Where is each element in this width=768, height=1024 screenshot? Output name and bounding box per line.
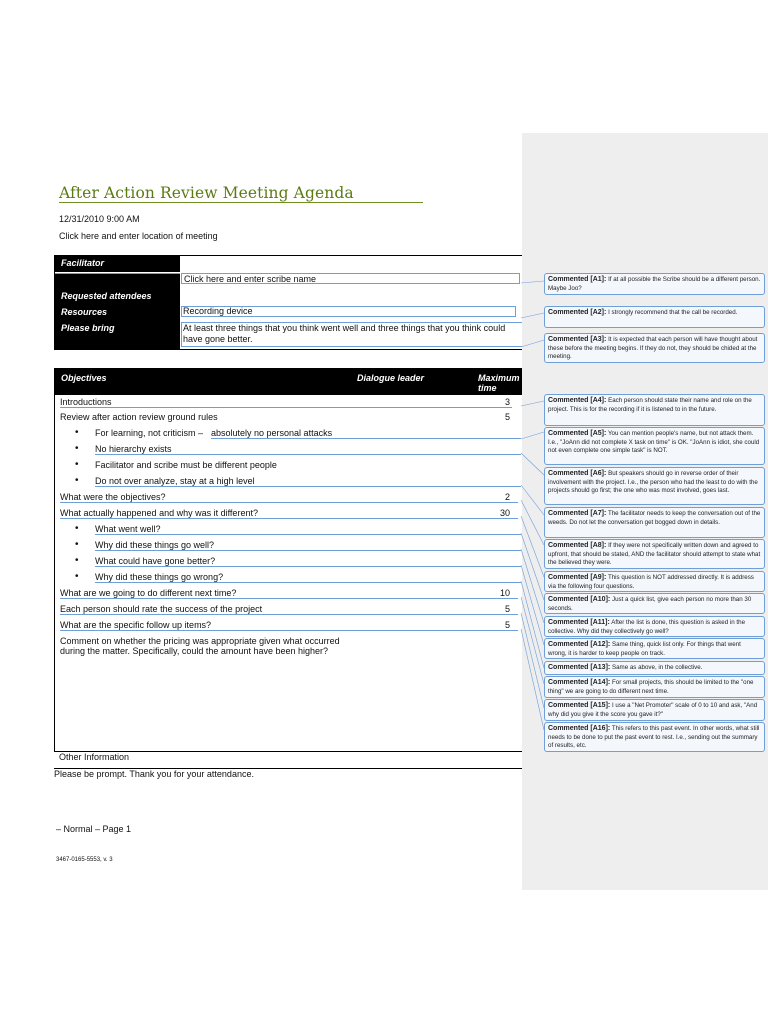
objective-text: What are we going to do different next time?	[60, 588, 518, 599]
objective-text: Facilitator and scribe must be different people	[95, 460, 277, 470]
objective-text: No hierarchy exists	[95, 444, 521, 455]
comment-balloon[interactable]	[544, 638, 765, 659]
objective-row[interactable]	[55, 395, 540, 411]
comment-balloon[interactable]	[544, 507, 765, 538]
facilitator-field[interactable]	[181, 256, 540, 272]
comment-text: Same as above, in the collective.	[611, 664, 703, 671]
objective-text: What are the specific follow up items?	[60, 620, 518, 631]
comment-balloon[interactable]	[544, 616, 765, 637]
comment-id: Commented [A16]:	[548, 725, 611, 732]
bullet-icon: •	[75, 539, 79, 550]
comment-text: After the list is done, this question is asked in the collective. Why did they collectively go well?	[548, 619, 746, 635]
info-row-please-bring	[55, 321, 540, 349]
objective-row[interactable]	[55, 586, 540, 602]
bullet-icon: •	[75, 475, 79, 486]
info-table	[54, 255, 541, 350]
comment-text: I strongly recommend that the call be recorded.	[608, 309, 738, 316]
objective-text: Do not over analyze, stay at a high level	[95, 476, 521, 487]
objective-row[interactable]	[55, 506, 540, 522]
comment-text: It is expected that each person will have thought about these before the meeting begins. If they do not, they should be chided at the meeting.	[548, 336, 758, 360]
objective-emphasis: absolutely no personal attacks	[211, 428, 521, 439]
comment-text: Each person should state their name and role on the project. This is for the recording if it is listened to in the future.	[548, 397, 752, 413]
objective-row[interactable]	[55, 618, 540, 634]
col-max-time: Maximum time	[478, 373, 520, 393]
resources-field[interactable]	[181, 305, 540, 321]
col-dialogue-leader: Dialogue leader	[357, 373, 425, 383]
comment-id: Commented [A13]:	[548, 664, 611, 671]
info-row-facilitator	[55, 256, 540, 272]
info-row-scribe	[55, 273, 540, 289]
comment-id: Commented [A4]:	[548, 397, 607, 404]
bullet-icon: •	[75, 523, 79, 534]
comment-text: I use a "Net Promoter" scale of 0 to 10 and ask, "And why did you give it the score you gave it?"	[548, 702, 758, 718]
closing-note: Please be prompt. Thank you for your attendance.	[54, 769, 254, 779]
comment-balloon[interactable]	[544, 333, 765, 363]
objective-subrow[interactable]	[55, 538, 540, 554]
objectives-table	[54, 368, 541, 752]
objective-text: Why did these things go well?	[95, 540, 521, 551]
comment-id: Commented [A6]:	[548, 470, 607, 477]
comment-text: You can mention people's name, but not attack them. I.e., "JoAnn did not complete X task on time" is OK. "JoAnn is idiot, she could not even complete one simple task" is NOT.	[548, 430, 760, 454]
objective-subrow[interactable]	[55, 570, 540, 586]
objective-row[interactable]	[55, 602, 540, 618]
info-label	[55, 273, 180, 289]
bullet-icon: •	[75, 555, 79, 566]
comment-id: Commented [A12]:	[548, 641, 611, 648]
bullet-icon: •	[75, 427, 79, 438]
info-label: Resources	[55, 305, 180, 321]
objective-text: What went well?	[95, 524, 521, 535]
comment-id: Commented [A10]:	[548, 596, 611, 603]
info-label: Please bring	[55, 321, 180, 349]
objective-subrow[interactable]	[55, 474, 540, 490]
comment-id: Commented [A14]:	[548, 679, 611, 686]
objective-time: 3	[504, 397, 510, 407]
comment-text: This question is NOT addressed directly. It is address via the following four questions.	[548, 574, 754, 590]
bullet-icon: •	[75, 571, 79, 582]
objective-subrow[interactable]	[55, 522, 540, 538]
comment-balloon[interactable]	[544, 394, 765, 426]
comment-text: If they were not specifically written down and agreed to upfront, that should be stated, AND the facilitator should attempt to state what the believed they were.	[548, 542, 761, 566]
pricing-comment-row[interactable]: Comment on whether the pricing was appropriate given what occurred during the matter. Specifically, could the amount have been higher?	[60, 636, 340, 656]
other-information-label: Other Information	[59, 752, 130, 762]
comment-balloon[interactable]	[544, 467, 765, 505]
objective-time: 5	[504, 412, 510, 422]
objective-subrow[interactable]	[55, 458, 540, 474]
meeting-location[interactable]: Click here and enter location of meeting	[59, 231, 218, 241]
objective-time: 30	[499, 508, 510, 518]
objective-text: Introductions	[60, 397, 512, 408]
comment-id: Commented [A15]:	[548, 702, 611, 709]
comment-text: The facilitator needs to keep the conversation out of the weeds. Do not let the conversation get bogged down in details.	[548, 510, 761, 526]
comment-id: Commented [A3]:	[548, 336, 607, 343]
objective-time: 2	[504, 492, 510, 502]
comment-id: Commented [A8]:	[548, 542, 607, 549]
comment-id: Commented [A2]:	[548, 309, 607, 316]
objective-text: Why did these things go wrong?	[95, 572, 521, 583]
comment-balloon[interactable]	[544, 661, 765, 675]
objective-time: 5	[504, 620, 510, 630]
document-code: 3467-0165-5553, v. 3	[56, 857, 113, 863]
objective-subrow[interactable]	[55, 426, 540, 442]
objective-subrow[interactable]	[55, 554, 540, 570]
comment-text: If at all possible the Scribe should be a different person. Maybe Joo?	[548, 276, 761, 292]
objective-text: For learning, not criticism –	[95, 428, 204, 438]
objective-text: What were the objectives?	[60, 492, 518, 503]
attendees-field[interactable]	[181, 289, 540, 305]
comment-id: Commented [A7]:	[548, 510, 607, 517]
info-row-attendees	[55, 289, 540, 305]
info-label: Requested attendees	[55, 289, 180, 305]
objective-time: 5	[504, 604, 510, 614]
bullet-icon: •	[75, 443, 79, 454]
comment-balloon[interactable]	[544, 427, 765, 465]
objective-subrow[interactable]	[55, 442, 540, 458]
comment-id: Commented [A5]:	[548, 430, 607, 437]
meeting-date[interactable]: 12/31/2010 9:00 AM	[59, 214, 140, 224]
please-bring-field[interactable]	[181, 321, 540, 349]
objective-time: 10	[499, 588, 510, 598]
comment-balloon[interactable]	[544, 722, 765, 752]
comment-balloon[interactable]	[544, 306, 765, 328]
comment-balloon[interactable]	[544, 571, 765, 592]
objective-text: What actually happened and why was it different?	[60, 508, 518, 519]
scribe-field[interactable]: Click here and enter scribe name	[181, 273, 520, 284]
comment-balloon[interactable]	[544, 593, 765, 614]
page-footer: – Normal – Page 1	[56, 824, 132, 834]
objective-text: Each person should rate the success of the project	[60, 604, 518, 615]
col-objectives: Objectives	[61, 373, 107, 383]
objective-row[interactable]	[55, 410, 540, 426]
comment-text: This refers to this past event. In other words, what still needs to be done to put the past event to rest. I.e., sending out the summary of results, etc.	[548, 725, 760, 749]
document-title: After Action Review Meeting Agenda	[59, 184, 354, 202]
comment-balloon[interactable]	[544, 539, 765, 569]
info-label: Facilitator	[55, 256, 180, 272]
comment-balloon[interactable]	[544, 676, 765, 698]
objective-text: Review after action review ground rules	[60, 412, 218, 422]
comment-text: Just a quick list, give each person no more than 30 seconds.	[548, 596, 752, 612]
objectives-header	[55, 369, 540, 395]
info-row-resources	[55, 305, 540, 321]
comment-id: Commented [A11]:	[548, 619, 610, 626]
comment-text: Same thing, quick list only. For things that went wrong, it is harder to keep people on track.	[548, 641, 741, 657]
resources-value[interactable]: Recording device	[181, 306, 516, 317]
comment-balloon[interactable]	[544, 699, 765, 721]
title-underline	[59, 202, 423, 203]
comment-text: For small projects, this should be limited to the "one thing" we are going to do different next time.	[548, 679, 754, 695]
objective-text: What could have gone better?	[95, 556, 521, 567]
comment-id: Commented [A1]:	[548, 276, 607, 283]
objective-row[interactable]	[55, 490, 540, 506]
comment-balloon[interactable]	[544, 273, 765, 295]
comment-id: Commented [A9]:	[548, 574, 607, 581]
comment-text: But speakers should go in reverse order of their involvement with the project. I.e., the person who had the least to do with the projects should go first; the one who was most involved, goes last.	[548, 470, 758, 494]
bullet-icon: •	[75, 459, 79, 470]
please-bring-value[interactable]: At least three things that you think went well and three things that you think could have gone better.	[181, 322, 523, 347]
